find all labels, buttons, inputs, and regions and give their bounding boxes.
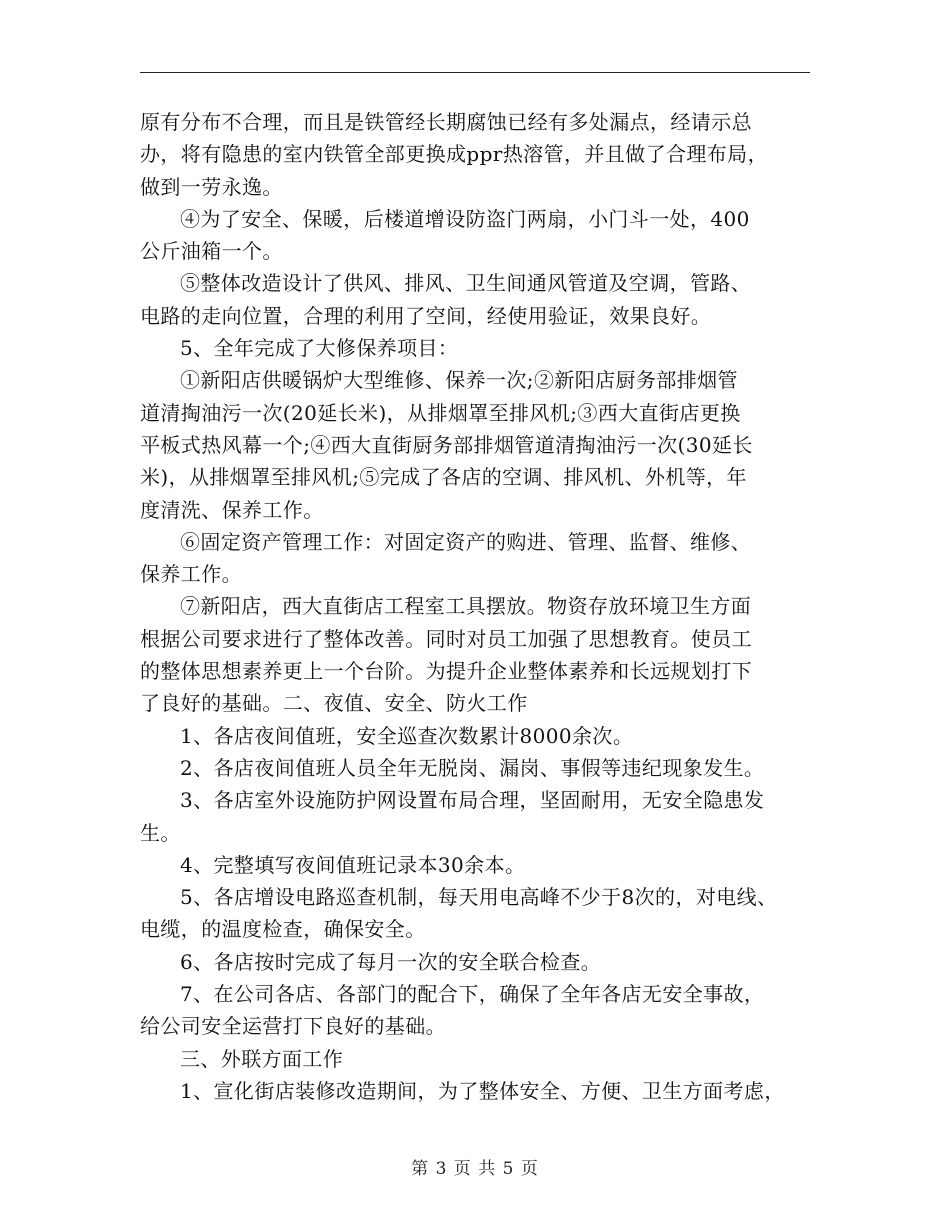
text-line: 办，将有隐患的室内铁管全部更换成ppr热溶管，并且做了合理布局， bbox=[140, 142, 768, 167]
text-line: 保养工作。 bbox=[140, 562, 242, 587]
text-line: 7、在公司各店、各部门的配合下，确保了全年各店无安全事故， bbox=[180, 982, 765, 1007]
text-line: ⑤整体改造设计了供风、排风、卫生间通风管道及空调，管路、 bbox=[180, 271, 752, 296]
text-line: 5、各店增设电路巡查机制，每天用电高峰不少于8次的，对电线、 bbox=[180, 885, 778, 910]
text-line: ①新阳店供暖锅炉大型维修、保养一次;②新阳店厨务部排烟管 bbox=[180, 368, 738, 393]
text-line: 4、完整填写夜间值班记录本30余本。 bbox=[180, 852, 526, 877]
text-line: ④为了安全、保暖，后楼道增设防盗门两扇，小门斗一处，400 bbox=[180, 206, 750, 231]
text-line: 3、各店室外设施防护网设置布局合理，坚固耐用，无安全隐患发 bbox=[180, 788, 765, 813]
text-line: 1、宣化街店装修改造期间，为了整体安全、方便、卫生方面考虑， bbox=[180, 1078, 785, 1103]
document-body bbox=[140, 106, 812, 1107]
text-line: 原有分布不合理，而且是铁管经长期腐蚀已经有多处漏点，经请示总 bbox=[140, 110, 752, 134]
text-line: 了良好的基础。二、夜值、安全、防火工作 bbox=[140, 691, 528, 716]
header-rule bbox=[140, 72, 810, 73]
text-line: ⑥固定资产管理工作：对固定资产的购进、管理、监督、维修、 bbox=[180, 529, 752, 554]
text-line: 根据公司要求进行了整体改善。同时对员工加强了思想教育。使员工 bbox=[140, 626, 752, 651]
text-line: 生。 bbox=[140, 820, 181, 845]
text-line: 6、各店按时完成了每月一次的安全联合检查。 bbox=[180, 949, 602, 974]
text-line: 2、各店夜间值班人员全年无脱岗、漏岗、事假等违纪现象发生。 bbox=[180, 755, 765, 780]
text-line: 公斤油箱一个。 bbox=[140, 239, 283, 264]
text-line: 度清洗、保养工作。 bbox=[140, 497, 324, 522]
text-line: 5、全年完成了大修保养项目： bbox=[180, 336, 459, 361]
text-line: 做到一劳永逸。 bbox=[140, 174, 283, 199]
text-line: 米)，从排烟罩至排风机;⑤完成了各店的空调、排风机、外机等，年 bbox=[140, 465, 747, 490]
text-line: 电缆，的温度检查，确保安全。 bbox=[140, 917, 426, 942]
text-line: 道清掏油污一次(20延长米)，从排烟罩至排风机;③西大直街店更换 bbox=[140, 400, 741, 425]
text-line: 给公司安全运营打下良好的基础。 bbox=[140, 1014, 446, 1039]
text-line: 平板式热风幕一个;④西大直街厨务部排烟管道清掏油污一次(30延长 bbox=[140, 432, 753, 457]
page-footer: 第 3 页 共 5 页 bbox=[411, 1159, 539, 1179]
text-line: 的整体思想素养更上一个台阶。为提升企业整体素养和长远规划打下 bbox=[140, 659, 752, 684]
text-line: 电路的走向位置，合理的利用了空间，经使用验证，效果良好。 bbox=[140, 303, 712, 328]
text-line: ⑦新阳店，西大直街店工程室工具摆放。物资存放环境卫生方面 bbox=[180, 594, 752, 619]
text-line: 三、外联方面工作 bbox=[180, 1046, 344, 1071]
text-line: 1、各店夜间值班，安全巡查次数累计8000余次。 bbox=[180, 723, 634, 748]
